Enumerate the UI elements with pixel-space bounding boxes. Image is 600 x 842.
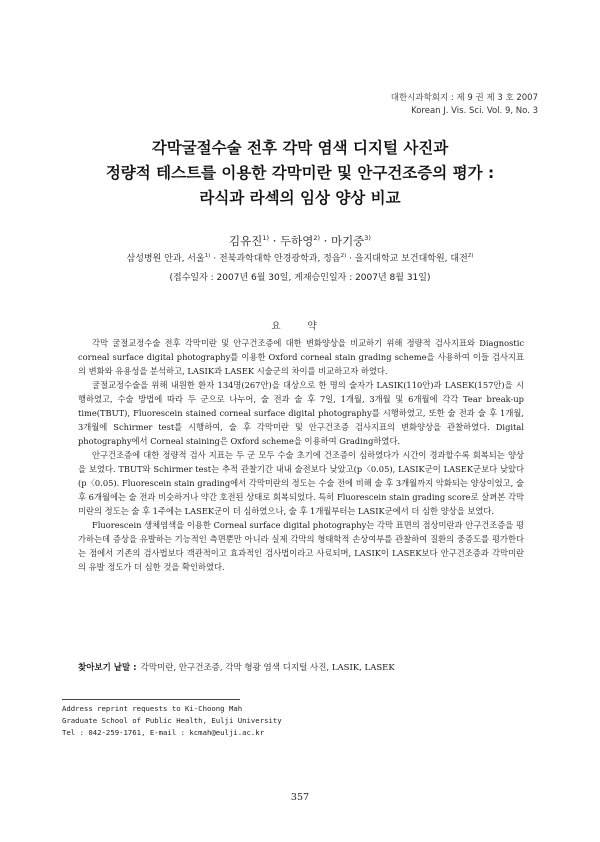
author-separator: · (272, 234, 277, 248)
author-name: 마기중 (330, 234, 365, 248)
footnote-divider (62, 699, 240, 700)
correspondence-address (62, 703, 282, 739)
author-name: 김유진 (229, 234, 263, 248)
author-affil-mark: 3) (364, 234, 371, 243)
author-list (0, 233, 600, 249)
abstract-heading: 요 약 (271, 321, 329, 332)
affiliation: 을지대학교 보건대학원, 대전 (354, 254, 468, 264)
keywords (78, 661, 524, 675)
abstract-paragraph: 각막 굴절교정수술 전후 각막미란 및 안구건조증에 대한 변화양상을 비교하기 위해 정량적 검사지표와 Diagnostic corneal surface digital photography를 이용한 Oxford corneal stain grading scheme을 사용하여 이들 검사지표의 변화와 유용성을 분석하고, LASIK과 LASEK 시술군의 차이를 비교하고자 하였다. (78, 338, 524, 376)
paper-title (0, 136, 600, 211)
journal-header-english: Korean J. Vis. Sci. Vol. 9, No. 3 (411, 106, 538, 116)
keywords-text: 각막미란, 안구건조증, 각막 형광 염색 디지털 사진, LASIK, LASEK (140, 663, 395, 673)
author-separator: · (323, 234, 328, 248)
correspondence-line: Graduate School of Public Health, Eulji University (62, 716, 282, 725)
page-number: 357 (290, 792, 310, 803)
abstract-paragraph: 안구건조증에 대한 정량적 검사 지표는 두 군 모두 수술 초기에 건조증이 심하였다가 시간이 경과할수록 회복되는 양상을 보였다. TBUT와 Schirmer test는 추적 관찰기간 내내 술전보다 낮았고(p〈0.05), LASIK군이 LASEK군보다 낮았다(p〈0.05). Fluorescein stain grading에서 각막미란의 정도는 수술 전에 비해 술 후 3개월까지 악화되는 양상이었고, 술 후 6개월에는 술 전과 비슷하거나 약간 호전된 상태로 회복되었다. 특히 Fluorescein stain grading score로 살펴본 각막미란의 정도는 술 후 1주에는 LASEK군이 더 심하였으나, 술 후 1개월부터는 LASIK군에서 더 심한 양상을 보였다. (78, 450, 524, 516)
title-line-3: 라식과 라섹의 임상 양상 비교 (199, 189, 401, 207)
correspondence-line: Tel : 042-259-1761, E-mail : kcmah@eulji.ac.kr (62, 728, 265, 737)
keywords-label: 찾아보기 낱말 : (78, 663, 137, 673)
affiliation-mark: 2) (467, 253, 474, 259)
abstract-body (78, 336, 524, 574)
author-affil-mark: 1) (262, 234, 270, 243)
affiliation-mark: 1) (204, 253, 211, 259)
submission-dates: (접수일자 : 2007년 6월 30일, 게재승인일자 : 2007년 8월 31일) (169, 273, 431, 283)
affiliation: 전북과학대학 안경광학과, 정읍 (218, 254, 341, 264)
journal-header (391, 92, 538, 118)
abstract-paragraph: Fluorescein 생체염색을 이용한 Corneal surface digital photography는 각막 표면의 점상미란과 안구건조증을 평가하는데 증상을 유발하는 기능적인 측면뿐만 아니라 실제 각막의 형태학적 손상여부를 관찰하여 질환의 중증도를 평가한다는 점에서 기존의 검사법보다 객관적이고 효과적인 검사법이라고 사료되며, LASIK이 LASEK보다 안구건조증과 각막미란의 유발 정도가 더 심한 것을 확인하였다. (78, 520, 524, 572)
journal-header-korean: 대한시과학회지 : 제 9 권 제 3 호 2007 (390, 93, 538, 103)
affiliation-list (0, 251, 600, 264)
author-affil-mark: 2) (313, 234, 320, 243)
title-line-1: 각막굴절수술 전후 각막 염색 디지털 사진과 (151, 139, 449, 157)
title-line-2: 정량적 테스트를 이용한 각막미란 및 안구건조증의 평가 : (105, 164, 495, 182)
affiliation-separator: · (213, 254, 217, 264)
author-name: 두하영 (280, 234, 314, 248)
affiliation: 삼성병원 안과, 서울 (126, 254, 205, 264)
abstract-paragraph: 굴절교정수술을 위해 내원한 환자 134명(267안)을 대상으로 한 명의 술자가 LASIK(110안)과 LASEK(157안)을 시행하였고, 수술 방법에 따라 두 군으로 나누어, 술 전과 술 후 7일, 1개월, 3개월 및 6개월에 각각 Tear break-up time(TBUT), Fluorescein stained corneal surface digital photography를 시행하였고, 또한 술 전과 술 후 1개월, 3개월에 Schirmer test를 시행하여, 술 후 각막미란 및 안구건조증 검사지표의 변화양상을 관찰하였다. Digital photography에서 Corneal staining은 Oxford scheme을 이용하여 Grading하였다. (78, 380, 524, 446)
correspondence-line: Address reprint requests to Ki-Choong Mah (62, 704, 243, 713)
affiliation-mark: 2) (340, 253, 347, 259)
affiliation-separator: · (349, 254, 352, 264)
